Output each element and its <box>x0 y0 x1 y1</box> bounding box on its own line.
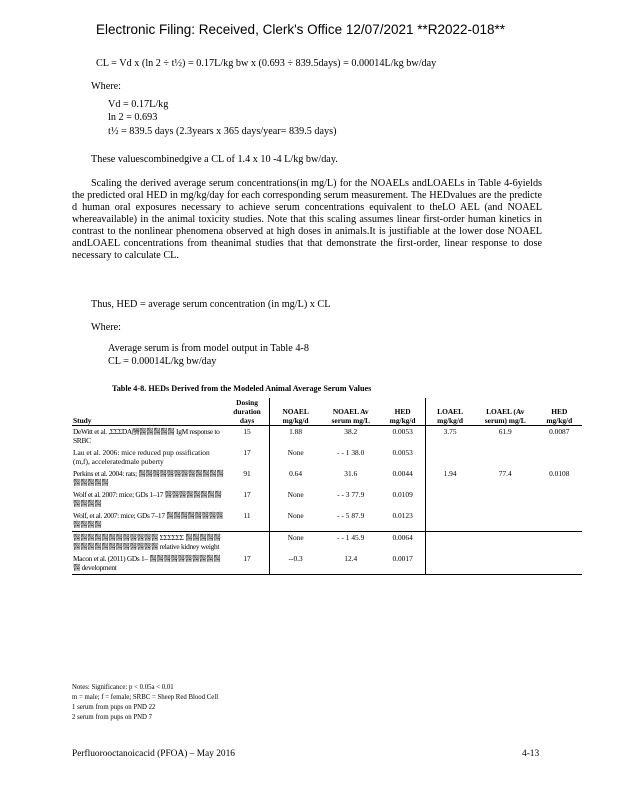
where-line-ln2: ln 2 = 0.693 <box>108 112 158 123</box>
row-days: 17 <box>243 490 251 499</box>
row-days: 17 <box>243 448 251 457</box>
row-av-serum: - - 5 87.9 <box>337 511 365 520</box>
row-hed2 <box>537 510 582 532</box>
row-loael-serum <box>474 510 537 532</box>
row-hed: 0.0053 <box>392 427 413 436</box>
row-av-serum: 31.6 <box>344 469 358 478</box>
footer-title: Perfluorooctanoicacid (PFOA) – May 2016 <box>72 749 235 759</box>
row-days: 17 <box>243 554 251 563</box>
row-loael <box>426 553 474 575</box>
scaling-paragraph: Scaling the derived average serum concentrations(in mg/L) for the NOAELs andLOAELs in Table 4-6yields the predicted oral HED in mg/kg/day for each corresponding serum measurement. The HEDvalues are the predicte d human oral exposures necessary to achieve serum concentrations equivalent to theLO AEL (and NOAEL whereavailable) in the animal toxicity studies. Note that this scaling assumes linear first-order human kinetics in contrast to the nonlinear phenomena observed at high doses in animals.It is justifiable at the lower dose NOAEL andLOAEL concentrations from theanimal studies that that demonstrate the first-order, linear response to dose necessary to calculate CL. <box>72 178 542 261</box>
row-noael: 0.64 <box>269 468 321 489</box>
table-row <box>72 510 582 532</box>
table-row <box>72 468 582 489</box>
row-hed2: 0.0087 <box>549 427 570 436</box>
row-study: Perkins et al. 2004: rats; 醫醫醫醫醫醫醫醫醫醫醫醫醫醫醫醫醫 <box>73 469 224 487</box>
row-loael-serum: 61.9 <box>498 427 512 436</box>
row-days: 91 <box>243 469 251 478</box>
row-loael-serum: 77.4 <box>498 469 512 478</box>
row-loael <box>426 447 474 468</box>
filing-header: Electronic Filing: Received, Clerk's Office 12/07/2021 **R2022-018** <box>96 22 506 37</box>
row-noael: None <box>269 532 321 554</box>
row-loael <box>426 489 474 510</box>
row-loael-serum <box>474 447 537 468</box>
table-note-pnd22: 1 serum from pups on PND 22 <box>72 704 156 711</box>
col-loael-serum: LOAEL (Av serum) mg/L <box>474 398 537 426</box>
row-av-serum: 38.2 <box>344 427 358 436</box>
combined-cl-text: These valuescombinedgive a CL of 1.4 x 10 -4 L/kg bw/day. <box>91 154 338 165</box>
where-line-cl: CL = 0.00014L/kg bw/day <box>108 356 217 367</box>
row-noael: None <box>269 489 321 510</box>
table-row <box>72 532 582 554</box>
row-hed: 0.0053 <box>392 448 413 457</box>
row-hed: 0.0064 <box>380 532 426 554</box>
col-noael-serum: NOAEL Av serum mg/L <box>322 398 380 426</box>
table-row <box>72 553 582 575</box>
table-row <box>72 447 582 468</box>
row-loael: 3.75 <box>426 426 474 448</box>
table-note-pnd7: 2 serum from pups on PND 7 <box>72 714 153 721</box>
table-note-abbrev: m = male; f = female; SRBC = Sheep Red Blood Cell <box>72 694 219 701</box>
where-label-1: Where: <box>91 81 121 92</box>
row-hed2 <box>537 447 582 468</box>
row-loael <box>426 510 474 532</box>
row-hed2 <box>537 553 582 575</box>
row-noael: 1.88 <box>269 426 321 448</box>
where-line-serum: Average serum is from model output in Table 4-8 <box>108 343 309 354</box>
where-label-2: Where: <box>91 322 121 333</box>
row-hed: 0.0017 <box>392 554 413 563</box>
where-line-vd: Vd = 0.17L/kg <box>108 99 169 110</box>
row-hed2 <box>537 489 582 510</box>
row-hed: 0.0044 <box>392 469 413 478</box>
row-av-serum: - - 1 38.0 <box>337 448 365 457</box>
row-av-serum: - - 1 45.9 <box>322 532 380 554</box>
hed-equation: Thus, HED = average serum concentration (in mg/L) x CL <box>91 299 331 310</box>
hed-table <box>72 398 582 575</box>
row-loael: 1.94 <box>426 468 474 489</box>
table-row <box>72 426 582 448</box>
col-study: Study <box>72 398 225 426</box>
row-hed2 <box>537 532 582 554</box>
table-header-row <box>72 398 582 426</box>
row-days: 15 <box>243 427 251 436</box>
col-hed-loael: HED mg/kg/d <box>537 398 582 426</box>
row-days: 11 <box>243 511 251 520</box>
row-study: DeWitt et al. ,ΣΣΣDA酬醫醫醫醫醫 IgM response to SRBC <box>73 427 220 445</box>
col-dosing: Dosing duration days <box>225 398 269 426</box>
row-noael: --0.3 <box>269 553 321 575</box>
col-hed-noael: HED mg/kg/d <box>380 398 426 426</box>
table-caption: Table 4-8. HEDs Derived from the Modeled Animal Average Serum Values <box>112 384 372 393</box>
row-av-serum: - - 3 77.9 <box>337 490 365 499</box>
row-noael: None <box>269 447 321 468</box>
where-line-halflife: t½ = 839.5 days (2.3years x 365 days/year= 839.5 days) <box>108 126 337 137</box>
row-study: 醫醫醫醫醫醫醫醫醫醫醫醫 ΣΣΣΣΣΣ 醫醫醫醫醫醫醫醫醫醫醫醫醫醫醫醫醫 relative kidney weight <box>72 532 225 554</box>
row-study: Lau et al. 2006: mice reduced pup ossification (m,f), acceleratedmale puberty <box>73 448 210 466</box>
col-noael: NOAEL mg/kg/d <box>269 398 321 426</box>
row-hed: 0.0123 <box>392 511 413 520</box>
row-loael-serum <box>474 532 537 554</box>
table-row <box>72 489 582 510</box>
row-hed2: 0.0108 <box>549 469 570 478</box>
col-loael: LOAEL mg/kg/d <box>426 398 474 426</box>
cl-equation: CL = Vd x (ln 2 ÷ t½) = 0.17L/kg bw x (0.693 ÷ 839.5days) = 0.00014L/kg bw/day <box>96 58 437 69</box>
row-study: Wolf et al. 2007: mice; GDs 1–17 醫醫醫醫醫醫醫醫醫醫醫醫 <box>73 490 222 508</box>
row-loael <box>426 532 474 554</box>
row-hed: 0.0109 <box>392 490 413 499</box>
row-loael-serum <box>474 489 537 510</box>
row-av-serum: 12.4 <box>344 554 358 563</box>
page-number: 4-13 <box>522 749 540 759</box>
row-study: Wolf, et al. 2007: mice; GDs 7–17 醫醫醫醫醫醫醫醫醫醫醫醫 <box>73 511 223 529</box>
table-note-significance: Notes: Significance: p < 0.05a < 0.01 <box>72 684 174 691</box>
row-noael: None <box>269 510 321 532</box>
row-days <box>225 532 269 554</box>
row-study: Macon et al. (2011) GDs 1– 醫醫醫醫醫醫醫醫醫醫醫 development <box>73 554 221 572</box>
row-loael-serum <box>474 553 537 575</box>
